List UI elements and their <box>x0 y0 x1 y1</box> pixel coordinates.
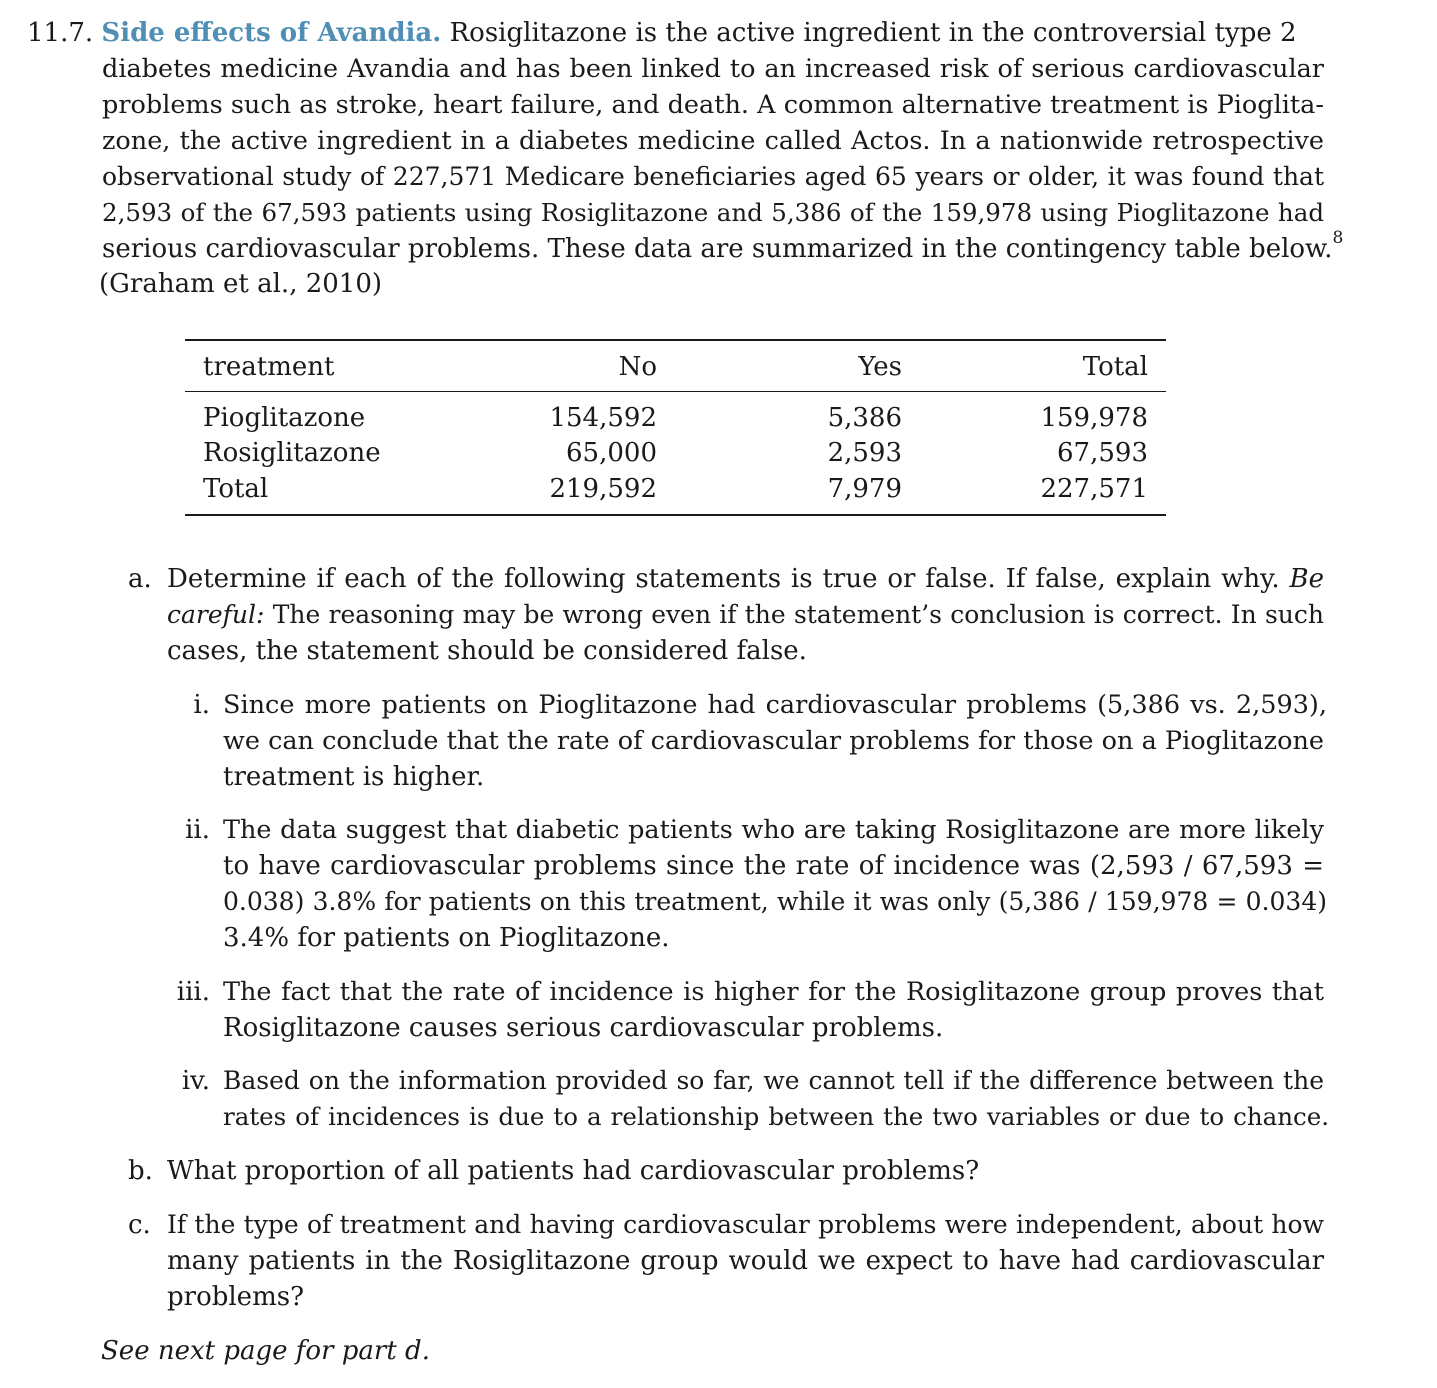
problem-intro-line-3: problems such as stroke, heart failure, and death. A common alternative treatment is Pioglita- <box>102 90 1324 120</box>
part-c-label: c. <box>128 1210 151 1240</box>
problem-intro-line-1: 11.7. Side effects of Avandia. Rosiglitazone is the active ingredient in the controversial type 2 <box>27 18 1297 48</box>
footer-note: See next page for part d. <box>101 1336 430 1366</box>
problem-intro-line-6: 2,593 of the 67,593 patients using Rosiglitazone and 5,386 of the 159,978 using Pioglitazone had <box>102 198 1324 227</box>
problem-intro-line-2: diabetes medicine Avandia and has been linked to an increased risk of serious cardiovascular <box>102 54 1324 84</box>
table-header-yes: Yes <box>858 352 902 382</box>
table-header-treatment: treatment <box>203 352 335 382</box>
problem-intro-line-7: serious cardiovascular problems. These data are summarized in the contingency table below.$^8$ <box>102 228 1344 264</box>
table-header-no: No <box>618 352 657 382</box>
page: 11.7. Side effects of Avandia. Rosiglitazone is the active ingredient in the controversial type 2 diabetes medicine Avandia and has been linked to an increased risk of serious cardiovascular problems such as stroke, heart failure, and death. A common alternative treatment is Pioglita- zone, the active ingredient in a diabetes medicine called Actos. In a nationwide retrospective observational study of 227,571 Medicare beneficiaries aged 65 years or older, it was found that 2,593 of the 67,593 patients using Rosiglitazone and 5,386 of the 159,978 using Pioglitazone had serious cardiovascular problems. These data are summarized in the contingency table below.$^8$ (Graham et al., 2010) treatment No Yes Total Pioglitazone 154,592 5,386 159,978 Rosiglitazone 65,000 2,593 67,593 Total 219,592 7,979 227,571 a. Determine if each of the following statements is true or false. If false, explain why. Be careful: The reasoning may be wrong even if the statement’s conclusion is correct. In such cases, the statement should be considered false. i. Since more patients on Pioglitazone had cardiovascular problems (5,386 vs. 2,593), we can conclude that the rate of cardiovascular problems for those on a Pioglitazone treatment is higher. ii. The data suggest that diabetic patients who are taking Rosiglitazone are more likely to have cardiovascular problems since the rate of incidence was (2,593 / 67,593 = 0.038) 3.8% for patients on this treatment, while it was only (5,386 / 159,978 = 0.034) 3.4% for patients on Pioglitazone. iii. The fact that the rate of incidence is higher for the Rosiglitazone group proves that Rosiglitazone causes serious cardiovascular problems. iv. Based on the information provided so far, we cannot tell if the difference between the rates of incidences is due to a relationship between the two variables or due to chance. b. What proportion of all patients had cardiovascular problems? c. If the type of treatment and having cardiovascular problems were independent, about how many patients in the Rosiglitazone group would we expect to have had cardiovascular problems? See next page for part d. <box>0 0 1437 1388</box>
footnote-mark: 8 <box>1332 228 1344 249</box>
problem-title: Side effects of Avandia. <box>101 18 442 48</box>
table-header-rule <box>185 391 1166 392</box>
citation: (Graham et al., 2010) <box>99 269 383 299</box>
table-bottom-rule <box>185 514 1166 516</box>
problem-number: 11.7. <box>27 18 94 48</box>
table-header-total: Total <box>1082 352 1148 382</box>
problem-intro-line-4: zone, the active ingredient in a diabetes medicine called Actos. In a nationwide retrospective <box>102 126 1324 156</box>
table-top-rule <box>185 339 1166 341</box>
problem-intro-line-5: observational study of 227,571 Medicare beneficiaries aged 65 years or older, it was found that <box>102 162 1324 191</box>
part-a-label: a. <box>128 564 152 594</box>
part-b-label: b. <box>128 1156 153 1186</box>
